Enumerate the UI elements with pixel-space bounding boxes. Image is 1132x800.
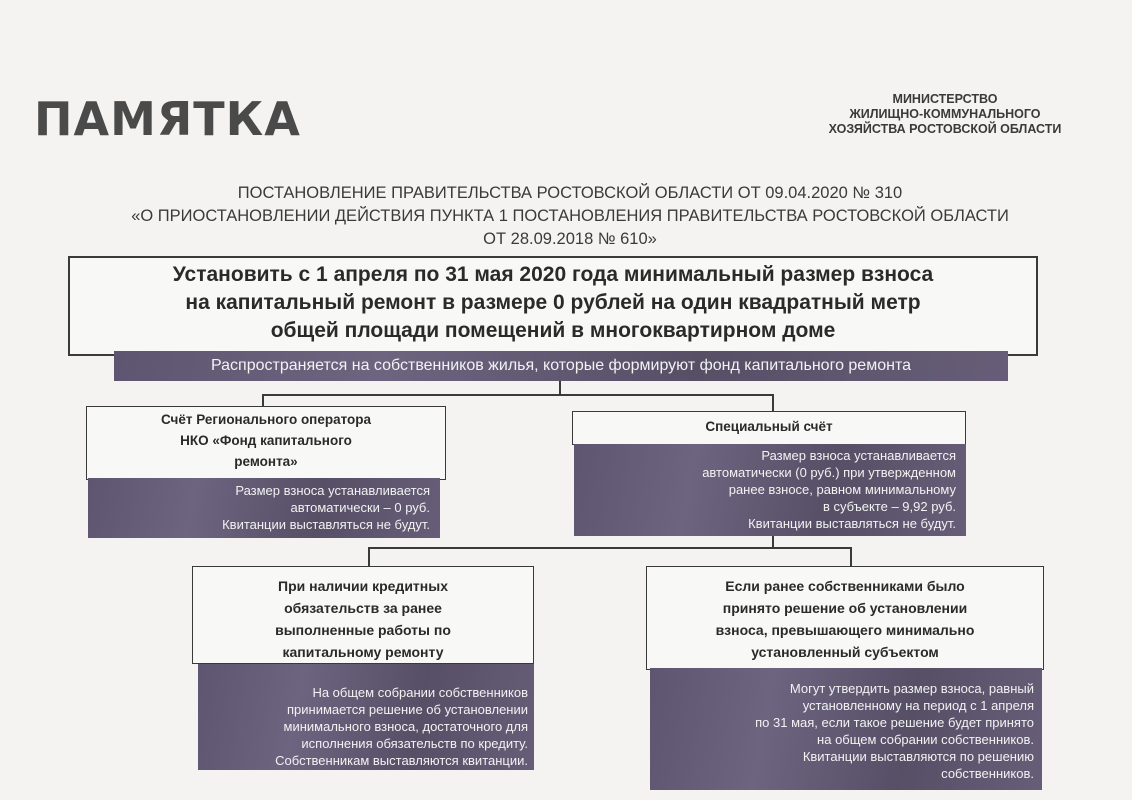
- credit-title-line: обязательств за ранее: [284, 600, 442, 616]
- main-statement-line: Установить с 1 апреля по 31 мая 2020 года минимальный размер взноса: [172, 263, 934, 286]
- main-statement-line: общей площади помещений в многоквартирном доме: [270, 319, 836, 342]
- special-account-box: [572, 411, 966, 445]
- special-description: [574, 444, 966, 536]
- connector-line: [850, 547, 852, 566]
- owners-title-line: взноса, превышающего минимально: [715, 622, 975, 638]
- regional-title-line: НКО «Фонд капитального: [180, 433, 352, 448]
- ministry-line: МИНИСТЕРСТВО: [892, 92, 998, 106]
- owners-desc-line: по 31 мая, если такое решение будет принято: [755, 715, 1034, 730]
- connector-line: [772, 394, 774, 411]
- connector-line: [368, 547, 370, 566]
- decree-line: ПОСТАНОВЛЕНИЕ ПРАВИТЕЛЬСТВА РОСТОВСКОЙ ОБЛАСТИ ОТ 09.04.2020 № 310: [237, 184, 903, 202]
- ministry-line: ЖИЛИЩНО-КОММУНАЛЬНОГО: [849, 107, 1041, 121]
- regional-desc-line: автоматически – 0 руб.: [290, 500, 430, 515]
- ministry-line: ХОЗЯЙСТВА РОСТОВСКОЙ ОБЛАСТИ: [828, 122, 1062, 136]
- owners-desc-line: собственников.: [941, 766, 1034, 781]
- connector-line: [559, 381, 561, 395]
- main-statement-box: [68, 256, 1038, 356]
- special-desc-line: Квитанции выставляться не будут.: [748, 516, 956, 531]
- regional-desc-line: Квитанции выставляться не будут.: [222, 517, 430, 532]
- owners-title-line: Если ранее собственниками было: [725, 578, 965, 594]
- owners-description: [650, 668, 1042, 790]
- memo-title: ПАМЯТКА: [34, 92, 301, 146]
- credit-desc-line: Собственникам выставляются квитанции.: [275, 753, 528, 768]
- special-title: Специальный счёт: [705, 419, 833, 434]
- credit-obligations-box: [192, 566, 534, 664]
- credit-desc-line: принимается решение об установлении: [286, 702, 528, 717]
- credit-title-line: При наличии кредитных: [278, 578, 448, 594]
- connector-line: [262, 394, 774, 396]
- special-desc-line: ранее взносе, равном минимальному: [728, 482, 956, 497]
- owners-desc-line: на общем собрании собственников.: [817, 732, 1034, 747]
- owners-title-line: принято решение об установлении: [722, 600, 968, 616]
- credit-description: [198, 664, 534, 770]
- regional-title-line: Счёт Регионального оператора: [160, 412, 372, 427]
- credit-title-line: выполненные работы по: [275, 622, 451, 638]
- credit-desc-line: исполнения обязательств по кредиту.: [301, 736, 528, 751]
- decree-line: ОТ 28.09.2018 № 610»: [483, 230, 657, 248]
- ministry-name: [780, 92, 1110, 137]
- regional-operator-box: [86, 406, 446, 480]
- special-desc-line: Размер взноса устанавливается: [761, 448, 956, 463]
- connector-line: [262, 394, 264, 406]
- decree-line: «О ПРИОСТАНОВЛЕНИИ ДЕЙСТВИЯ ПУНКТА 1 ПОСТАНОВЛЕНИЯ ПРАВИТЕЛЬСТВА РОСТОВСКОЙ ОБЛАСТИ: [131, 207, 1009, 225]
- regional-description: [88, 478, 440, 538]
- owners-decision-box: [646, 566, 1044, 670]
- regional-title-line: ремонта»: [234, 454, 298, 469]
- owners-desc-line: установленному на период с 1 апреля: [802, 698, 1034, 713]
- main-statement-line: на капитальный ремонт в размере 0 рублей на один квадратный метр: [185, 291, 921, 314]
- credit-desc-line: На общем собрании собственников: [312, 685, 528, 700]
- regional-desc-line: Размер взноса устанавливается: [235, 483, 430, 498]
- credit-desc-line: минимального взноса, достаточного для: [283, 719, 528, 734]
- connector-line: [368, 547, 852, 549]
- special-desc-line: автоматически (0 руб.) при утвержденном: [702, 465, 956, 480]
- credit-title-line: капитальному ремонту: [282, 644, 444, 660]
- owners-desc-line: Квитанции выставляются по решению: [802, 749, 1034, 764]
- owners-desc-line: Могут утвердить размер взноса, равный: [789, 681, 1034, 696]
- decree-heading: [30, 182, 1110, 251]
- owners-title-line: установленный субъектом: [751, 644, 939, 660]
- applies-banner: Распространяется на собственников жилья, которые формируют фонд капитального ремонта: [114, 351, 1008, 381]
- special-desc-line: в субъекте – 9,92 руб.: [822, 499, 956, 514]
